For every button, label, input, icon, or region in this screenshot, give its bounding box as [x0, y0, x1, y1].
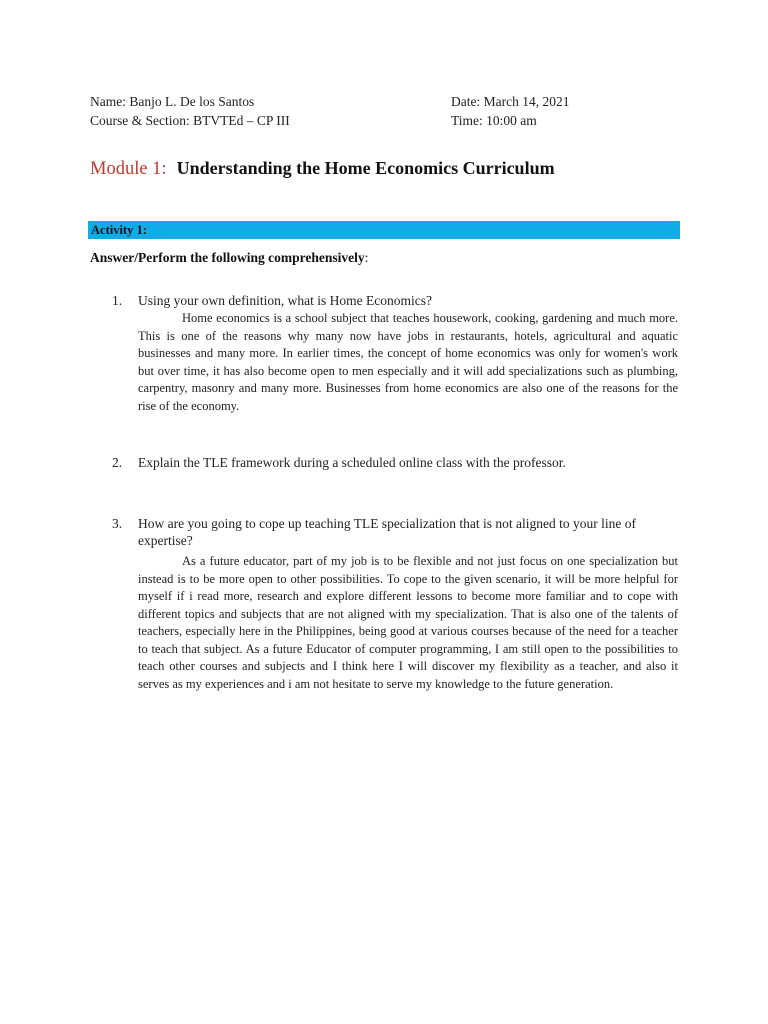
module-title: Understanding the Home Economics Curriculum	[176, 158, 555, 178]
submission-date: Date: March 14, 2021	[451, 94, 570, 109]
question-text: Using your own definition, what is Home Economics?	[138, 293, 432, 308]
activity-banner	[88, 221, 680, 239]
instruction-colon: :	[364, 250, 369, 265]
submission-time: Time: 10:00 am	[451, 113, 537, 128]
activity-label: Activity 1:	[91, 223, 147, 237]
question-number: 2.	[112, 455, 123, 470]
question-text: Explain the TLE framework during a scheduled online class with the professor.	[138, 455, 566, 470]
instruction-label: Answer/Perform the following comprehensively	[90, 250, 365, 265]
answer-1: Home economics is a school subject that teaches housework, cooking, gardening and much more. This is one of the reasons why many now have jobs in restaurants, hotels, agricultural and aquatic businesses and many more. In earlier times, the concept of home economics was only for women's work but over time, it has also become open to men especially and it will add specializations such as plumbing, carpentry, masonry and many more. Businesses from home economics are also one of the reasons for the rise of the economy.	[138, 311, 678, 413]
question-text: How are you going to cope up teaching TLE specialization that is not aligned to your line of expertise?	[138, 516, 636, 548]
answer-3: As a future educator, part of my job is to be flexible and not just focus on one specialization but instead is to be more open to other possibilities. To cope to the given scenario, it will be more helpful for myself if i read more, research and explore different lessons to become more familiar and to cope with different topics and subjects that are not aligned with my specialization. That is also one of the talents of teachers, especially here in the Philippines, being good at various courses because of the need for a teacher to teach that subject. As a future Educator of computer programming, I am still open to the possibilities to teach other courses and subjects and I think here I will discover my flexibility as a teacher, and also it serves as my experiences and i am not hesitate to serve my knowledge to the future generation.	[138, 554, 678, 691]
instruction-text	[90, 250, 368, 266]
question-number: 3.	[112, 516, 123, 531]
student-name: Name: Banjo L. De los Santos	[90, 94, 255, 109]
module-label: Module 1:	[90, 159, 167, 179]
course-section: Course & Section: BTVTEd – CP III	[90, 113, 290, 128]
module-heading	[90, 158, 555, 180]
question-number: 1.	[112, 293, 123, 308]
